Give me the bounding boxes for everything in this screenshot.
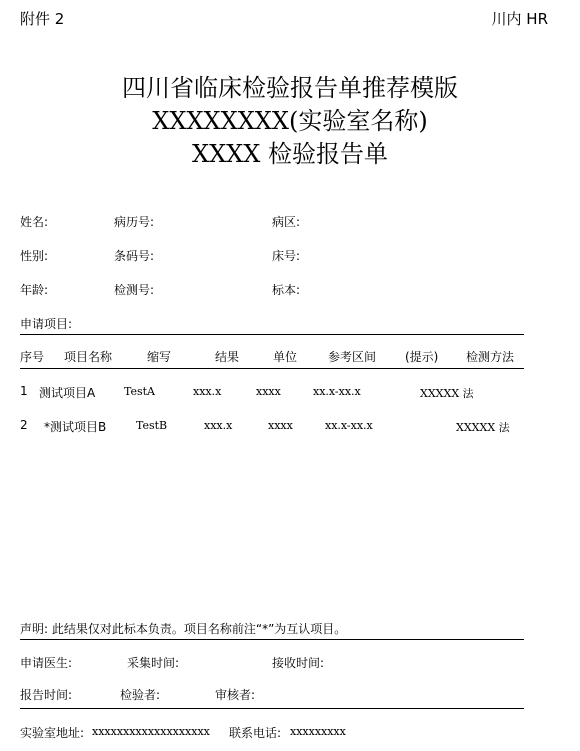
age-label: 年龄:: [20, 283, 49, 297]
col-header-method: 检测方法: [466, 350, 515, 364]
table-row-abbr: TestB: [136, 419, 168, 432]
col-header-seq: 序号: [20, 350, 45, 364]
table-row-unit: xxxx: [256, 385, 281, 398]
divider: [20, 334, 524, 335]
table-row-abbr: TestA: [124, 385, 156, 398]
name-label: 姓名:: [20, 215, 49, 229]
table-row-seq: 1: [20, 384, 28, 398]
divider: [20, 708, 524, 709]
reviewer-label: 审核者:: [215, 688, 256, 702]
receive-time-label: 接收时间:: [272, 656, 325, 670]
table-row-result: xxx.x: [204, 419, 233, 432]
col-header-unit: 单位: [273, 350, 298, 364]
table-row-method: XXXXX 法: [456, 421, 510, 434]
ward-label: 病区:: [272, 215, 301, 229]
requesting-doctor-label: 申请医生:: [20, 656, 73, 670]
lab-name: XXXXXXXX(实验室名称): [152, 107, 428, 135]
barcode-label: 条码号:: [114, 249, 155, 263]
document-code: 川内 HR: [491, 10, 548, 28]
report-title: 四川省临床检验报告单推荐模版: [122, 74, 458, 102]
table-row-seq: 2: [20, 418, 28, 432]
table-row-name: *测试项目B: [44, 420, 107, 434]
divider: [20, 368, 524, 369]
tester-label: 检验者:: [120, 688, 161, 702]
col-header-name: 项目名称: [64, 350, 113, 364]
col-header-range: 参考区间: [328, 350, 377, 364]
table-row-unit: xxxx: [268, 419, 293, 432]
col-header-hint: (提示): [405, 350, 439, 364]
table-row-result: xxx.x: [193, 385, 222, 398]
specimen-label: 标本:: [272, 283, 301, 297]
table-row-method: XXXXX 法: [420, 387, 474, 400]
record-label: 病历号:: [114, 215, 155, 229]
attachment-label: 附件 2: [20, 10, 65, 28]
col-header-result: 结果: [215, 350, 240, 364]
table-row-range: xx.x-xx.x: [313, 385, 361, 398]
test-no-label: 检测号:: [114, 283, 155, 297]
bed-label: 床号:: [272, 249, 301, 263]
request-items-label: 申请项目:: [20, 317, 73, 331]
phone-value: xxxxxxxxx: [290, 725, 346, 738]
table-row-range: xx.x-xx.x: [325, 419, 373, 432]
col-header-abbr: 缩写: [147, 350, 172, 364]
collect-time-label: 采集时间:: [127, 656, 180, 670]
lab-address-value: xxxxxxxxxxxxxxxxxxx: [92, 725, 210, 738]
phone-label: 联系电话:: [229, 726, 282, 740]
report-subtitle: XXXX 检验报告单: [192, 140, 388, 168]
lab-address-label: 实验室地址:: [20, 726, 85, 740]
disclaimer-statement: 声明: 此结果仅对此标本负责。项目名称前注“*”为互认项目。: [20, 622, 347, 636]
divider: [20, 639, 524, 640]
table-row-name: 测试项目A: [39, 386, 96, 400]
sex-label: 性别:: [20, 249, 49, 263]
report-time-label: 报告时间:: [20, 688, 73, 702]
